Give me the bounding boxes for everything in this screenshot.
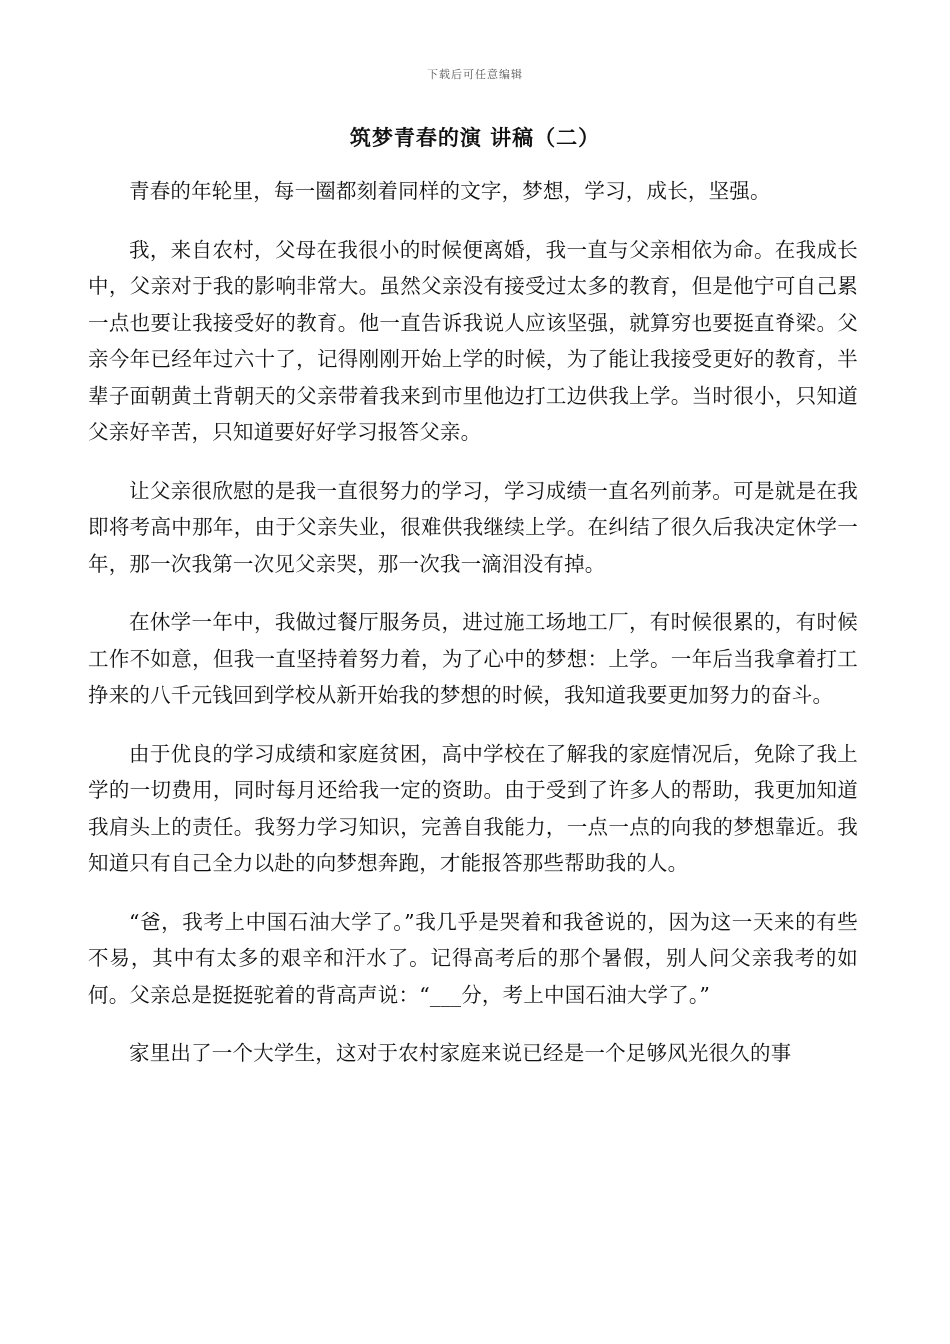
paragraph-3: 让父亲很欣慰的是我一直很努力的学习，学习成绩一直名列前茅。可是就是在我即将考高中那年，由于父亲失业，很难供我继续上学。在纠结了很久后我决定休学一年，那一次我第一次见父亲哭，那一次我一滴泪没有掉。 — [88, 478, 858, 576]
paragraph-6: “爸，我考上中国石油大学了。”我几乎是哭着和我爸说的，因为这一天来的有些不易，其中有太多的艰辛和汗水了。记得高考后的那个暑假，别人问父亲我考的如何。父亲总是挺挺驼着的背高声说：“___分，考上中国石油大学了。” — [88, 909, 858, 1007]
header-note: 下载后可任意编辑 — [427, 68, 523, 81]
paragraph-7: 家里出了一个大学生，这对于农村家庭来说已经是一个足够风光很久的事 — [129, 1041, 792, 1065]
paragraph-5: 由于优良的学习成绩和家庭贫困，高中学校在了解我的家庭情况后，免除了我上学的一切费用，同时每月还给我一定的资助。由于受到了许多人的帮助，我更加知道我肩头上的责任。我努力学习知识，完善自我能力，一点一点的向我的梦想靠近。我知道只有自己全力以赴的向梦想奔跑，才能报答那些帮助我的人。 — [88, 741, 858, 875]
document-body — [88, 173, 858, 1094]
paragraph-1: 青春的年轮里，每一圈都刻着同样的文字，梦想，学习，成长，坚强。 — [129, 179, 771, 203]
document-title: 筑梦青春的演 讲稿（二） — [349, 125, 601, 150]
paragraph-2: 我，来自农村，父母在我很小的时候便离婚，我一直与父亲相依为命。在我成长中，父亲对于我的影响非常大。虽然父亲没有接受过太多的教育，但是他宁可自己累一点也要让我接受好的教育。他一直告诉我说人应该坚强，就算穷也要挺直脊梁。父亲今年已经年过六十了，记得刚刚开始上学的时候，为了能让我接受更好的教育，半辈子面朝黄土背朝天的父亲带着我来到市里他边打工边供我上学。当时很小，只知道父亲好辛苦，只知道要好好学习报答父亲。 — [88, 237, 858, 444]
paragraph-4: 在休学一年中，我做过餐厅服务员，进过施工场地工厂，有时候很累的，有时候工作不如意，但我一直坚持着努力着，为了心中的梦想：上学。一年后当我拿着打工挣来的八千元钱回到学校从新开始我的梦想的时候，我知道我要更加努力的奋斗。 — [88, 610, 858, 707]
